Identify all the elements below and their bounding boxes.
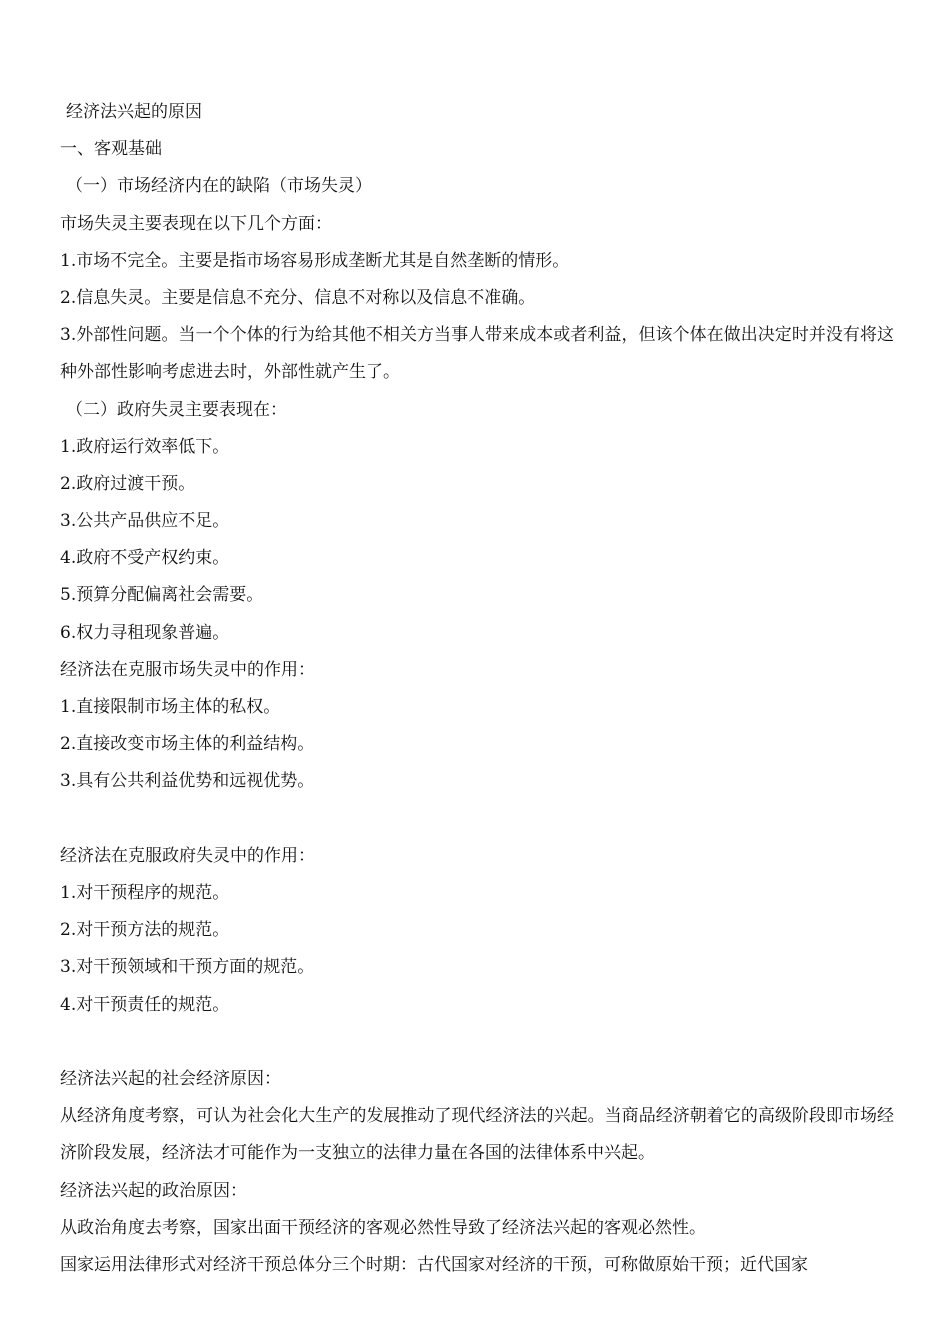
government-failure-item: 3.公共产品供应不足。 bbox=[60, 511, 230, 532]
market-failure-item: 1.市场不完全。主要是指市场容易形成垄断尤其是自然垄断的情形。 bbox=[60, 250, 570, 271]
periods-paragraph: 国家运用法律形式对经济干预总体分三个时期：古代国家对经济的干预，可称做原始干预；近代国家 bbox=[60, 1254, 808, 1275]
section-heading-objective-basis: 一、客观基础 bbox=[60, 139, 162, 160]
subsection-heading-government-failure: （二）政府失灵主要表现在： bbox=[66, 399, 287, 420]
subsection-heading-market-defects: （一）市场经济内在的缺陷（市场失灵） bbox=[66, 176, 372, 197]
government-role-intro: 经济法在克服政府失灵中的作用： bbox=[60, 845, 315, 866]
government-role-item: 2.对干预方法的规范。 bbox=[60, 920, 230, 941]
market-role-item: 2.直接改变市场主体的利益结构。 bbox=[60, 734, 315, 755]
socioeconomic-paragraph: 从经济角度考察，可认为社会化大生产的发展推动了现代经济法的兴起。当商品经济朝着它的高级阶段即市场经济阶段发展，经济法才可能作为一支独立的法律力量在各国的法律体系中兴起。 bbox=[60, 1106, 894, 1164]
government-failure-item: 4.政府不受产权约束。 bbox=[60, 548, 230, 569]
blank-line bbox=[60, 1024, 894, 1061]
market-failure-item: 2.信息失灵。主要是信息不充分、信息不对称以及信息不准确。 bbox=[60, 287, 536, 308]
government-failure-item: 1.政府运行效率低下。 bbox=[60, 436, 230, 457]
political-paragraph: 从政治角度去考察，国家出面干预经济的客观必然性导致了经济法兴起的客观必然性。 bbox=[60, 1217, 706, 1238]
political-heading: 经济法兴起的政治原因： bbox=[60, 1180, 247, 1201]
market-failure-intro: 市场失灵主要表现在以下几个方面： bbox=[60, 213, 332, 234]
government-role-item: 3.对干预领域和干预方面的规范。 bbox=[60, 957, 315, 978]
market-failure-item: 3.外部性问题。当一个个体的行为给其他不相关方当事人带来成本或者利益，但该个体在做出决定时并没有将这种外部性影响考虑进去时，外部性就产生了。 bbox=[60, 325, 894, 383]
socioeconomic-heading: 经济法兴起的社会经济原因： bbox=[60, 1068, 281, 1089]
government-failure-item: 6.权力寻租现象普遍。 bbox=[60, 622, 230, 643]
government-failure-item: 5.预算分配偏离社会需要。 bbox=[60, 585, 264, 606]
document-title: 经济法兴起的原因 bbox=[66, 102, 202, 122]
document-body bbox=[60, 94, 894, 1284]
blank-line bbox=[60, 801, 894, 838]
market-role-intro: 经济法在克服市场失灵中的作用： bbox=[60, 659, 315, 680]
government-role-item: 1.对干预程序的规范。 bbox=[60, 882, 230, 903]
market-role-item: 3.具有公共利益优势和远视优势。 bbox=[60, 771, 315, 792]
government-failure-item: 2.政府过渡干预。 bbox=[60, 473, 196, 494]
market-role-item: 1.直接限制市场主体的私权。 bbox=[60, 697, 281, 718]
government-role-item: 4.对干预责任的规范。 bbox=[60, 994, 230, 1015]
